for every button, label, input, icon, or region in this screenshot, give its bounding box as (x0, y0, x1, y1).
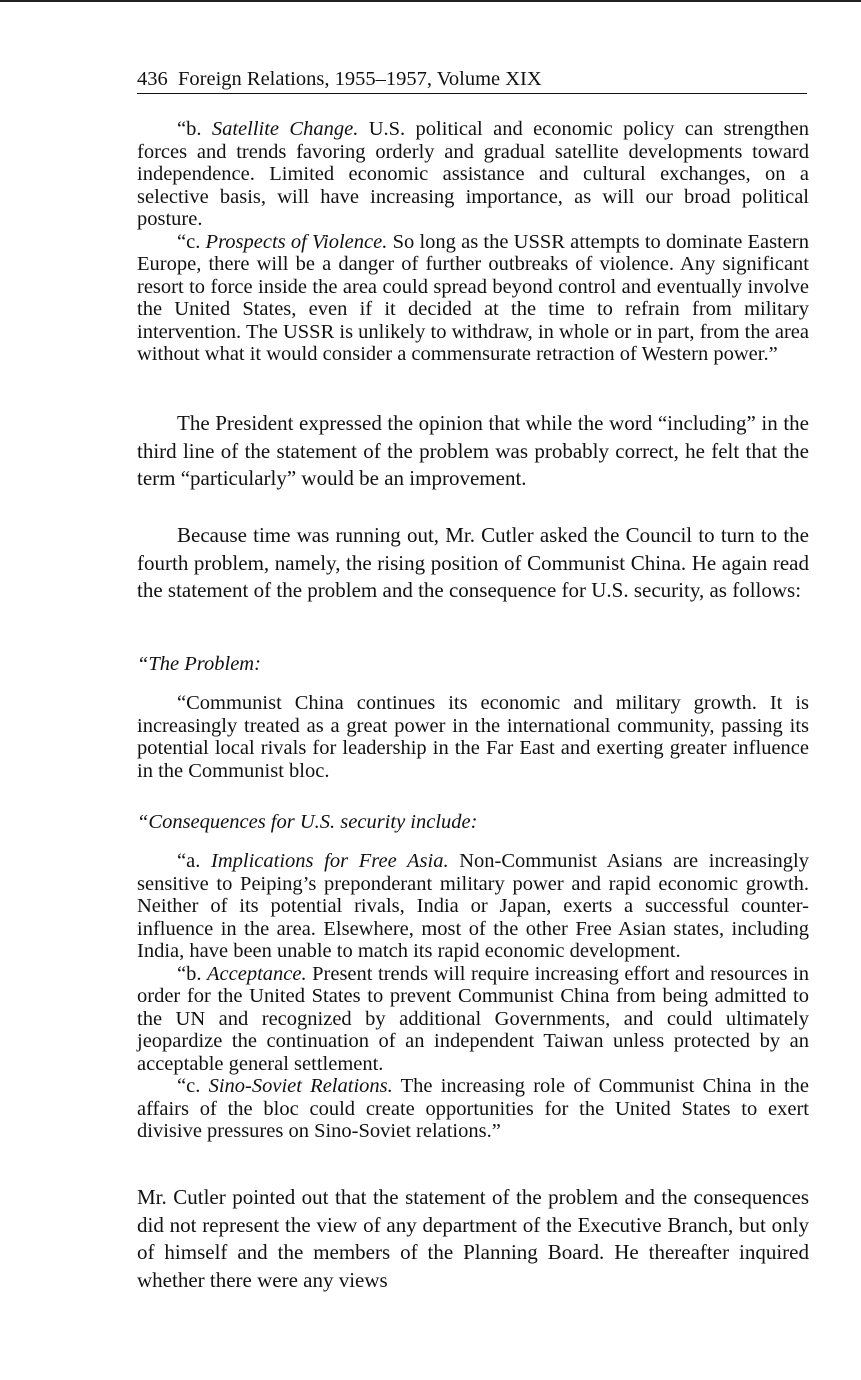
subheading-satellite-change: Satellite Change. (211, 118, 359, 140)
volume-title: Foreign Relations, 1955–1957, Volume XIX (178, 68, 542, 90)
problem-heading: “The Problem: (137, 653, 261, 675)
subheading-acceptance: Acceptance. (207, 962, 307, 985)
consequences-list (137, 850, 809, 1143)
quote-paragraph-c: “c. Prospects of Violence. So long as the USSR attempts to dominate Eastern Europe, there will be a danger of further outbreaks of violence. Any significant resort to force inside the area could spread beyond control and eventually involve the United States, even if it decided at the time to refrain from military intervention. The USSR is unlikely to withdraw, in whole or in part, from the area without what it would consider a commensurate retraction of Western power.” (137, 230, 809, 365)
problem-heading-block (137, 652, 809, 676)
consequences-heading: “Consequences for U.S. security include: (137, 811, 478, 833)
subheading-free-asia: Implications for Free Asia. (211, 850, 449, 872)
body-text-cutler (137, 522, 809, 605)
body-text-closing (137, 1184, 809, 1294)
page-top-border (0, 0, 861, 2)
problem-statement (137, 692, 809, 782)
problem-paragraph: “Communist China continues its economic and military growth. It is increasingly treated as a great power in the international community, passing its potential local rivals for leadership in the Far East and exerting greater influence in the Communist bloc. (137, 692, 809, 782)
body-text-president (137, 410, 809, 493)
body-paragraph: The President expressed the opinion that while the word “including” in the third line of the statement of the problem was probably correct, he felt that the term “particularly” would be an improvement. (137, 411, 809, 490)
quote-paragraph-b: “b. Satellite Change. U.S. political and economic policy can strengthen forces and trends favoring orderly and gradual satellite developments toward independence. Limited economic assistance and cultural exchanges, on a selective basis, will have increasing importance, as will our broad political posture. (137, 118, 810, 230)
running-header (137, 66, 807, 94)
page-number: 436 (137, 68, 168, 90)
body-paragraph: Because time was running out, Mr. Cutler asked the Council to turn to the fourth problem, namely, the rising position of Communist China. He again read the statement of the problem and the consequence for U.S. security, as follows: (137, 523, 809, 602)
consequence-paragraph-a: “a. Implications for Free Asia. Non-Communist Asians are increasingly sensitive to Peiping’s preponderant military power and rapid economic growth. Neither of its potential rivals, India or Japan, exerts a successful counter-influence in the area. Elsewhere, most of the other Free Asian states, including India, have been unable to match its rapid economic development. (137, 850, 809, 962)
quoted-estimate-satellite (137, 118, 809, 366)
body-paragraph: Mr. Cutler pointed out that the statement of the problem and the consequences did not represent the view of any department of the Executive Branch, but only of himself and the members of the Planning Board. He thereafter inquired whether there were any views (137, 1185, 809, 1292)
consequences-heading-block (137, 810, 809, 834)
subheading-sino-soviet: Sino-Soviet Relations. (208, 1075, 393, 1097)
subheading-prospects-of-violence: Prospects of Violence. (205, 230, 388, 253)
consequence-paragraph-c: “c. Sino-Soviet Relations. The increasing role of Communist China in the affairs of the bloc could create opportunities for the United States to exert divisive pressures on Sino-Soviet relations.” (137, 1075, 810, 1142)
consequence-paragraph-b: “b. Acceptance. Present trends will require increasing effort and resources in order for the United States to prevent Communist China from being admitted to the UN and recognized by additional Governments, and could ultimately jeopardize the continuation of an independent Taiwan unless protected by an acceptable general settlement. (137, 962, 809, 1075)
